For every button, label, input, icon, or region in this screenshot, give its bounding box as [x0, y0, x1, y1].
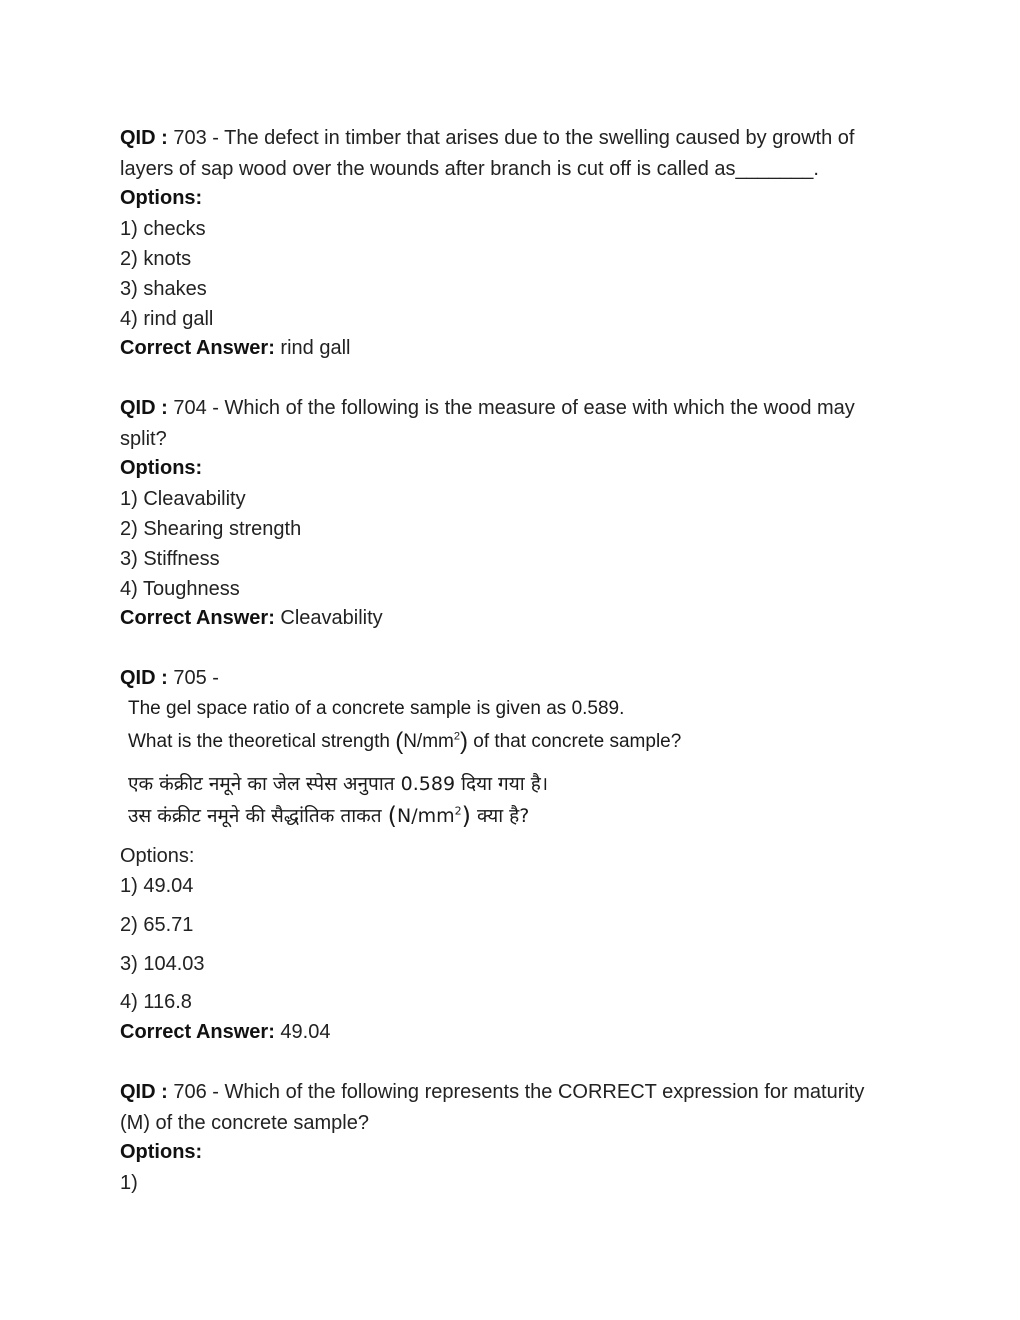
- q705-option-2: 2) 65.71: [120, 914, 194, 936]
- q704-question: [120, 393, 880, 423]
- qid-label: QID :: [120, 667, 168, 689]
- question-text: 706 - Which of the following represents the CORRECT expression for maturity: [167, 1081, 865, 1103]
- q704-option-4: 4) Toughness: [120, 578, 240, 600]
- q704-option-1: 1) Cleavability: [120, 488, 246, 510]
- q706-options-label: Options:: [120, 1141, 203, 1163]
- q705-option-4: 4) 116.8: [120, 991, 192, 1013]
- q703-option-1: 1) checks: [120, 218, 206, 240]
- figure-hindi-line-2: उस कंक्रीट नमूने की सैद्धांतिक ताकत $(N/mm^2)$ क्या है?: [128, 802, 530, 830]
- answer-value: Cleavability: [274, 607, 383, 629]
- answer-value: 49.04: [274, 1021, 331, 1043]
- figure-english-line-1: The gel space ratio of a concrete sample is given as 0.589.: [128, 698, 625, 719]
- q703-question-cont: layers of sap wood over the wounds after branch is cut off is called as_______.: [120, 158, 819, 180]
- q703-option-2: 2) knots: [120, 248, 192, 270]
- q704-option-2: 2) Shearing strength: [120, 518, 302, 540]
- qid-label: QID :: [120, 127, 168, 149]
- figure-english-line-2: What is the theoretical strength $(N/mm^2)$ of that concrete sample?: [128, 728, 682, 755]
- q705-option-3: 3) 104.03: [120, 953, 205, 975]
- q704-question-cont: split?: [120, 428, 167, 450]
- figure-hindi-line-1: एक कंक्रीट नमूने का जेल स्पेस अनुपात 0.589 दिया गया है।: [128, 773, 549, 795]
- q703-answer: [120, 333, 880, 363]
- q703-options-label: Options:: [120, 187, 203, 209]
- q704-option-3: 3) Stiffness: [120, 548, 220, 570]
- q706-question-cont: (M) of the concrete sample?: [120, 1112, 369, 1134]
- answer-label: Correct Answer:: [120, 337, 275, 359]
- q703-option-3: 3) shakes: [120, 278, 207, 300]
- q705-answer: [120, 1017, 880, 1047]
- q704-answer: [120, 603, 880, 633]
- q706-question: [120, 1077, 880, 1107]
- q706-option-1: 1): [120, 1172, 138, 1194]
- answer-value: rind gall: [274, 337, 351, 359]
- answer-label: Correct Answer:: [120, 1021, 275, 1043]
- question-text: 705 -: [167, 667, 219, 689]
- qid-label: QID :: [120, 1081, 168, 1103]
- qid-label: QID :: [120, 397, 168, 419]
- q704-options-label: Options:: [120, 457, 203, 479]
- q703-option-4: 4) rind gall: [120, 308, 214, 330]
- q705-options-label: Options:: [120, 845, 195, 867]
- answer-label: Correct Answer:: [120, 607, 275, 629]
- q705-option-1: 1) 49.04: [120, 875, 194, 897]
- q703-question: [120, 123, 880, 153]
- q705-question: [120, 663, 880, 693]
- question-text: 703 - The defect in timber that arises due to the swelling caused by growth of: [167, 127, 855, 149]
- q705-question-image: [122, 694, 682, 834]
- question-text: 704 - Which of the following is the measure of ease with which the wood may: [167, 397, 855, 419]
